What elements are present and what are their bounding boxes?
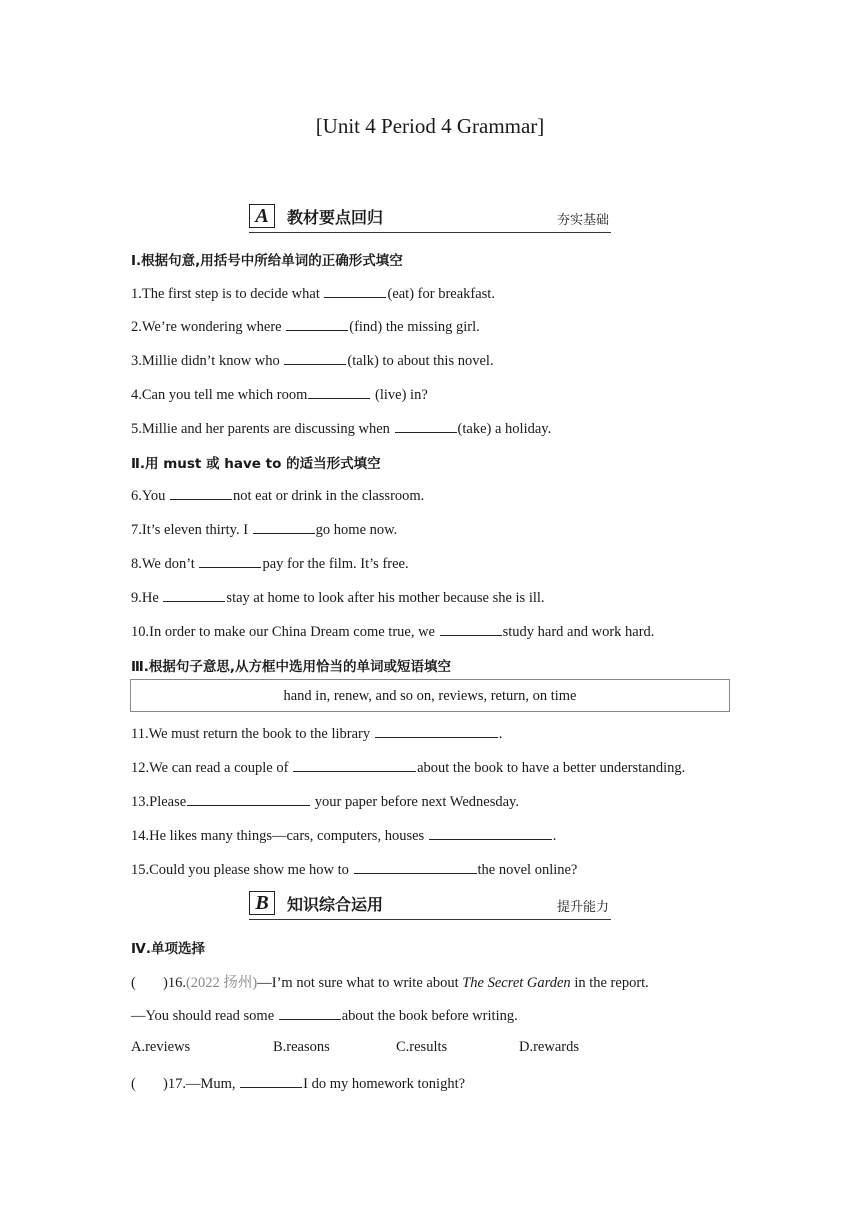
option-c: C.results (396, 1039, 448, 1055)
question-16: ( )16.(2022 扬州)—I’m not sure what to write about The Secret Garden in the report. (131, 975, 649, 991)
answer-blank (324, 283, 386, 298)
question-14: 14.He likes many things—cars, computers, houses . (131, 825, 556, 845)
question-4: 4.Can you tell me which room (live) in? (131, 384, 428, 404)
page-title: [Unit 4 Period 4 Grammar] (315, 114, 545, 138)
answer-blank (284, 350, 346, 365)
answer-blank (187, 791, 310, 806)
answer-blank (199, 553, 261, 568)
section-banner-b (249, 887, 611, 920)
banner-b-name: 知识综合运用 (287, 895, 384, 914)
question-15: 15.Could you please show me how to the novel online? (131, 859, 577, 879)
question-7: 7.It’s eleven thirty. I go home now. (131, 519, 397, 539)
badge-b-icon: B (249, 891, 275, 915)
question-2: 2.We’re wondering where (find) the missing girl. (131, 316, 480, 336)
question-6: 6.You not eat or drink in the classroom. (131, 485, 424, 505)
question-9: 9.He stay at home to look after his mother because she is ill. (131, 587, 545, 607)
question-16-reply: —You should read some about the book before writing. (131, 1005, 518, 1025)
section-2-heading: Ⅱ.用 must 或 have to 的适当形式填空 (131, 456, 381, 472)
answer-blank (240, 1073, 302, 1088)
answer-blank (440, 621, 502, 636)
question-8: 8.We don’t pay for the film. It’s free. (131, 553, 409, 573)
question-17: ( )17.—Mum, I do my homework tonight? (131, 1073, 465, 1093)
question-5: 5.Millie and her parents are discussing when (take) a holiday. (131, 418, 551, 438)
answer-blank (354, 859, 477, 874)
section-1-heading: Ⅰ.根据句意,用括号中所给单词的正确形式填空 (131, 253, 403, 269)
section-4-heading: Ⅳ.单项选择 (131, 941, 205, 957)
section-banner-a (249, 200, 611, 233)
question-10: 10.In order to make our China Dream come true, we study hard and work hard. (131, 621, 654, 641)
banner-b-tag: 提升能力 (556, 900, 609, 915)
answer-blank (429, 825, 552, 840)
badge-a-icon: A (249, 204, 275, 228)
answer-blank (293, 757, 416, 772)
answer-blank (170, 485, 232, 500)
answer-blank (375, 723, 498, 738)
answer-blank (253, 519, 315, 534)
answer-blank (163, 587, 225, 602)
question-13: 13.Please your paper before next Wednesday. (131, 791, 519, 811)
banner-a-name: 教材要点回归 (287, 208, 384, 227)
word-bank-box: hand in, renew, and so on, reviews, return, on time (130, 679, 730, 712)
banner-a-tag: 夯实基础 (556, 213, 609, 228)
section-3-heading: Ⅲ.根据句子意思,从方框中选用恰当的单词或短语填空 (131, 659, 452, 675)
question-12: 12.We can read a couple of about the book to have a better understanding. (131, 757, 685, 777)
answer-blank (395, 418, 457, 433)
answer-blank (286, 316, 348, 331)
answer-blank (279, 1005, 341, 1020)
question-3: 3.Millie didn’t know who (talk) to about this novel. (131, 350, 494, 370)
question-1: 1.The first step is to decide what (eat) for breakfast. (131, 283, 495, 303)
question-11: 11.We must return the book to the library . (131, 723, 502, 743)
answer-blank (308, 384, 370, 399)
option-d: D.rewards (519, 1039, 579, 1055)
option-a: A.reviews (131, 1039, 191, 1055)
option-b: B.reasons (273, 1039, 330, 1055)
